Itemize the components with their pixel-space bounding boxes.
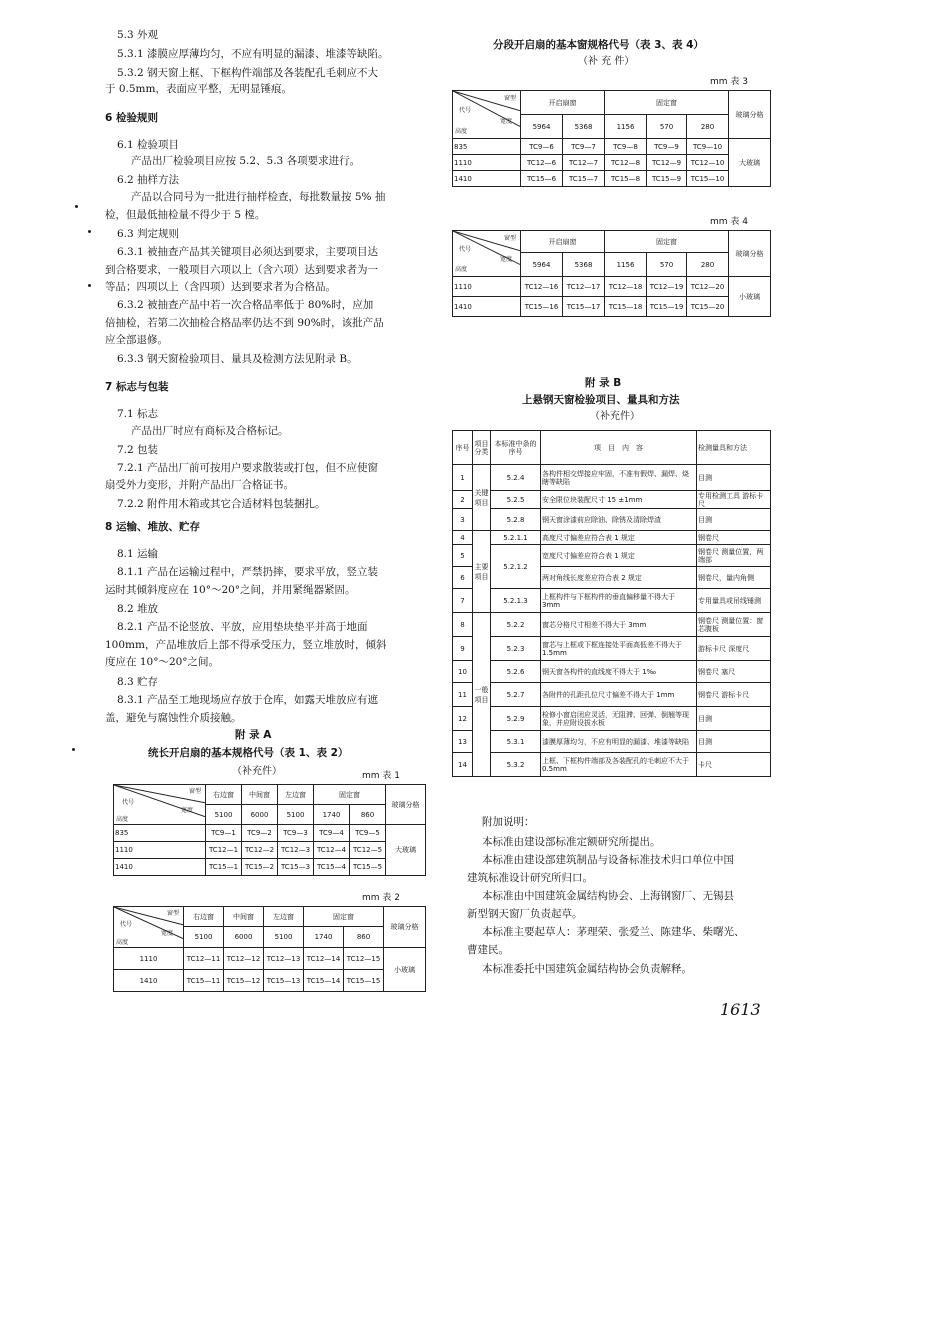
- cell: 10: [453, 661, 473, 683]
- width-cell: 5100: [206, 805, 242, 825]
- cell: 5.2.6: [491, 661, 541, 683]
- scan-speck: [88, 284, 91, 287]
- line: 7.2.1 产品出厂前可按用户要求散装或打包，但不应使窗: [117, 462, 379, 474]
- scan-speck: [75, 205, 78, 208]
- line: 检，但最低抽检量不得少于 5 樘。: [105, 209, 266, 221]
- right-note: （补 充 件）: [578, 56, 635, 67]
- cell: 漆膜厚薄均匀，不应有明显的漏漆、堆漆等缺陷: [541, 731, 697, 753]
- scan-speck: [72, 748, 75, 751]
- width-cell: 570: [647, 115, 687, 139]
- cell: 5.3.1: [491, 731, 541, 753]
- line: 于 0.5mm，表面应平整，无明显锤痕。: [105, 83, 292, 95]
- cell: 钢卷尺: [697, 531, 771, 545]
- diag-label: 代号: [120, 921, 133, 928]
- cell: 钢天窗涂漆前应除油、除锈及清除焊渣: [541, 509, 697, 531]
- width-cell: 860: [344, 927, 384, 948]
- cell: TC12—2: [242, 842, 278, 859]
- line: 扇受外力变形，并附产品出厂合格证书。: [105, 479, 294, 491]
- cell: 安全限位块装配尺寸 15 ±1mm: [541, 491, 697, 509]
- table-row: [453, 297, 771, 317]
- cell: TC15—12: [224, 970, 264, 992]
- cell: 钢卷尺 游标卡尺: [697, 683, 771, 707]
- cell: 1410: [114, 859, 206, 876]
- table-row: [114, 948, 426, 970]
- header-cell: 序号: [453, 431, 473, 465]
- cell: 5.2.1.1: [491, 531, 541, 545]
- cell: 窗芯分格尺寸相差不得大于 3mm: [541, 613, 697, 637]
- header-cell: 右边窗: [206, 785, 242, 805]
- cell: TC12—8: [605, 155, 647, 171]
- cell: 13: [453, 731, 473, 753]
- table-row: [114, 825, 426, 842]
- cell: TC9—3: [278, 825, 314, 842]
- table-row: [453, 637, 771, 661]
- line: 5.3.2 钢天窗上框、下框构件端部及各装配孔毛刺应不大: [117, 67, 379, 79]
- cell: 上框、下框构件端部及各装配孔的毛刺应不大于 0.5mm: [541, 753, 697, 777]
- cell: TC12—17: [563, 277, 605, 297]
- cell: TC15—5: [350, 859, 386, 876]
- line: 等品；四项以上（含四项）达到要求者为合格品。: [105, 281, 336, 293]
- line: 到合格要求，一般项目六项以上（含六项）达到要求者为一: [105, 264, 378, 276]
- width-cell: 5100: [184, 927, 224, 948]
- table2: [113, 906, 426, 992]
- appendix-a-note: （补充件）: [232, 766, 282, 777]
- cell: TC12—5: [350, 842, 386, 859]
- cell: TC12—3: [278, 842, 314, 859]
- cell: TC9—2: [242, 825, 278, 842]
- cell: 835: [453, 139, 521, 155]
- cell: TC15—17: [563, 297, 605, 317]
- cell: TC15—3: [278, 859, 314, 876]
- category-cell: 关键项目: [473, 465, 491, 531]
- line: 5.3 外观: [117, 29, 159, 41]
- cell: 检修小窗启闭应灵活，无阻滞、回弹、倒翘等现象，并应附设拔水板: [541, 707, 697, 731]
- header-cell: 本标准中条的序号: [491, 431, 541, 465]
- cell: TC15—16: [521, 297, 563, 317]
- cell: 目测: [697, 731, 771, 753]
- cell: TC12—11: [184, 948, 224, 970]
- cell: 钢卷尺 测量位置，两端部: [697, 545, 771, 567]
- line: 6.2 抽样方法: [117, 174, 180, 186]
- diag-label: 宽度: [160, 930, 173, 937]
- cell: TC12—9: [647, 155, 687, 171]
- line: 100mm，产品堆放后上部不得承受压力，竖立堆放时，倾斜: [105, 639, 387, 651]
- line: 产品出厂检验项目应按 5.2、5.3 各项要求进行。: [131, 155, 361, 167]
- table-row: [453, 683, 771, 707]
- notes-line: 建筑标准设计研究所归口。: [467, 872, 593, 884]
- line: 6.3 判定规则: [117, 228, 180, 240]
- header-cell: 玻璃分格: [729, 231, 771, 277]
- diag-label: 代号: [459, 107, 472, 114]
- width-cell: 1740: [304, 927, 344, 948]
- line: 5.3.1 漆膜应厚薄均匀，不应有明显的漏漆、堆漆等缺陷。: [117, 48, 389, 60]
- width-cell: 5368: [563, 115, 605, 139]
- line: 盖，避免与腐蚀性介质接触。: [105, 712, 242, 724]
- cell: 5.2.9: [491, 707, 541, 731]
- cell: TC12—6: [521, 155, 563, 171]
- table-row: [453, 707, 771, 731]
- table-row: [453, 491, 771, 509]
- line: 8.2.1 产品不论竖放、平放，应用垫块垫平并高于地面: [117, 621, 368, 633]
- header-cell: 项目分类: [473, 431, 491, 465]
- header-cell: 固定窗: [314, 785, 386, 805]
- appendix-b-table: [452, 430, 771, 777]
- diag-label: 窗型: [166, 910, 179, 917]
- width-cell: 5964: [521, 115, 563, 139]
- table1-unit: mm 表 1: [362, 771, 400, 781]
- cell: TC15—6: [521, 171, 563, 187]
- cell: 各构件相交焊接应牢固，不准有假焊、漏焊、烧瞎等缺陷: [541, 465, 697, 491]
- cell: TC9—7: [563, 139, 605, 155]
- table1: [113, 784, 426, 876]
- notes-line: 本标准主要起草人：茅理荣、张爱兰、陈建华、柴曙光、: [482, 926, 745, 938]
- cell: 1110: [453, 277, 521, 297]
- table-row: [453, 531, 771, 545]
- diag-label: 高度: [455, 128, 468, 135]
- category-cell: 主要项目: [473, 531, 491, 613]
- table4: [452, 230, 771, 317]
- line: 7.1 标志: [117, 408, 159, 420]
- cell: 目测: [697, 707, 771, 731]
- line: 度应在 10°～20°之间。: [105, 656, 220, 668]
- table-row: [453, 589, 771, 613]
- table-row: [453, 731, 771, 753]
- line: 运时其倾斜度应在 10°～20°之间，并用紧绳器紧固。: [105, 584, 356, 596]
- width-cell: 6000: [242, 805, 278, 825]
- notes-line: 本标准由建设部建筑制品与设备标准技术归口单位中国: [482, 854, 734, 866]
- category-cell: 一般项目: [473, 613, 491, 777]
- cell: 1410: [114, 970, 184, 992]
- cell: 1: [453, 465, 473, 491]
- cell: 钢卷尺 测量位置：窗芯腹板: [697, 613, 771, 637]
- header-cell: 中间窗: [224, 907, 264, 927]
- width-cell: 280: [687, 115, 729, 139]
- line: 6.1 检验项目: [117, 139, 180, 151]
- cell: 5.2.5: [491, 491, 541, 509]
- notes-line: 本标准由建设部标准定额研究所提出。: [482, 836, 661, 848]
- diag-label: 宽度: [180, 807, 193, 814]
- appendix-b-subtitle: 上悬钢天窗检验项目、量具和方法: [522, 394, 680, 406]
- scan-speck: [88, 230, 91, 233]
- cell: TC9—10: [687, 139, 729, 155]
- line: 7.2 包装: [117, 444, 159, 456]
- diag-label: 高度: [116, 939, 129, 946]
- header-cell: 右边窗: [184, 907, 224, 927]
- cell: 上框构件与下框构件的垂直偏移量不得大于 3mm: [541, 589, 697, 613]
- line: 倍抽检，若第二次抽检合格品率仍达不到 90%时，该批产品: [105, 317, 384, 329]
- diag-header-cell: [453, 91, 521, 139]
- table-row: [453, 509, 771, 531]
- line: 8.1 运输: [117, 548, 159, 560]
- header-cell: 项 目 内 容: [541, 431, 697, 465]
- width-cell: 280: [687, 253, 729, 277]
- cell: TC12—7: [563, 155, 605, 171]
- appendix-a-title: 附 录 A: [235, 729, 272, 741]
- cell: 5: [453, 545, 473, 567]
- header-cell: 玻璃分格: [386, 785, 426, 825]
- header-cell: 固定窗: [605, 91, 729, 115]
- cell: 窗芯与上框或下框连接处平面高低差不得大于 1.5mm: [541, 637, 697, 661]
- cell: TC15—13: [264, 970, 304, 992]
- width-cell: 1156: [605, 253, 647, 277]
- line: 8.1.1 产品在运输过程中，严禁扔摔，要求平放，竖立装: [117, 566, 379, 578]
- cell: 9: [453, 637, 473, 661]
- cell: TC9—9: [647, 139, 687, 155]
- cell: TC15—14: [304, 970, 344, 992]
- header-cell: 中间窗: [242, 785, 278, 805]
- glass-cell: 小玻璃: [729, 277, 771, 317]
- glass-cell: 大玻璃: [729, 139, 771, 187]
- cell: 5.2.4: [491, 465, 541, 491]
- cell: TC15—20: [687, 297, 729, 317]
- cell: TC9—6: [521, 139, 563, 155]
- page-number: 1613: [720, 1000, 761, 1019]
- cell: TC9—5: [350, 825, 386, 842]
- cell: TC9—4: [314, 825, 350, 842]
- cell: 钢卷尺 塞尺: [697, 661, 771, 683]
- diag-label: 高度: [455, 266, 468, 273]
- cell: TC15—2: [242, 859, 278, 876]
- table-row: [453, 171, 771, 187]
- glass-cell: 大玻璃: [386, 825, 426, 876]
- cell: TC12—19: [647, 277, 687, 297]
- diag-label: 高度: [116, 816, 129, 823]
- cell: TC15—10: [687, 171, 729, 187]
- cell: 钢卷尺，量内角侧: [697, 567, 771, 589]
- cell: TC15—7: [563, 171, 605, 187]
- table-row: [453, 155, 771, 171]
- diag-label: 代号: [459, 246, 472, 253]
- header-cell: 开启扇窗: [521, 231, 605, 253]
- table-row: [453, 139, 771, 155]
- cell: 高度尺寸偏差应符合表 1 规定: [541, 531, 697, 545]
- width-cell: 5964: [521, 253, 563, 277]
- header-cell: 固定窗: [605, 231, 729, 253]
- cell: TC15—11: [184, 970, 224, 992]
- header-cell: 检测量具和方法: [697, 431, 771, 465]
- header-cell: 玻璃分格: [384, 907, 426, 948]
- appendix-a-subtitle: 统长开启扇的基本规格代号（表 1、表 2）: [148, 747, 349, 759]
- cell: 5.2.1.2: [491, 545, 541, 589]
- line: 8.2 堆放: [117, 603, 159, 615]
- cell: TC15—4: [314, 859, 350, 876]
- cell: 2: [453, 491, 473, 509]
- cell: 12: [453, 707, 473, 731]
- width-cell: 5100: [278, 805, 314, 825]
- header-cell: 开启扇窗: [521, 91, 605, 115]
- width-cell: 5368: [563, 253, 605, 277]
- line: 产品以合同号为一批进行抽样检查，每批数量按 5% 抽: [131, 191, 386, 203]
- line: 产品出厂时应有商标及合格标记。: [131, 425, 289, 437]
- cell: 11: [453, 683, 473, 707]
- table-row: [453, 613, 771, 637]
- notes-line: 本标准由中国建筑金属结构协会、上海钢窗厂、无锡县: [482, 890, 734, 902]
- table-row: [114, 842, 426, 859]
- line: 应全部退修。: [105, 334, 168, 346]
- cell: 5.2.7: [491, 683, 541, 707]
- cell: 8: [453, 613, 473, 637]
- header-cell: 左边窗: [264, 907, 304, 927]
- appendix-b-title: 附 录 B: [585, 377, 622, 389]
- cell: 游标卡尺 深度尺: [697, 637, 771, 661]
- cell: 钢天窗各构件的直线度不得大于 1‰: [541, 661, 697, 683]
- cell: 5.2.8: [491, 509, 541, 531]
- cell: TC12—16: [521, 277, 563, 297]
- width-cell: 1156: [605, 115, 647, 139]
- line: 8.3.1 产品至工地现场应存放于仓库，如露天堆放应有遮: [117, 694, 379, 706]
- cell: TC15—1: [206, 859, 242, 876]
- line: 6.3.1 被抽查产品其关键项目必须达到要求，主要项目达: [117, 246, 379, 258]
- cell: 1110: [453, 155, 521, 171]
- cell: TC12—12: [224, 948, 264, 970]
- cell: 835: [114, 825, 206, 842]
- table3-unit: mm 表 3: [710, 77, 748, 87]
- table-row: [114, 859, 426, 876]
- diag-label: 窗型: [503, 235, 516, 242]
- table2-unit: mm 表 2: [362, 893, 400, 903]
- cell: TC15—15: [344, 970, 384, 992]
- cell: 卡尺: [697, 753, 771, 777]
- header-cell: 左边窗: [278, 785, 314, 805]
- width-cell: 860: [350, 805, 386, 825]
- notes-line: 本标准委托中国建筑金属结构协会负责解释。: [482, 963, 692, 975]
- table3: [452, 90, 771, 187]
- cell: 专用检测工具 游标卡尺: [697, 491, 771, 509]
- cell: TC9—8: [605, 139, 647, 155]
- table-row: [453, 465, 771, 491]
- header-cell: 固定窗: [304, 907, 384, 927]
- cell: TC12—14: [304, 948, 344, 970]
- right-title: 分段开启扇的基本窗规格代号（表 3、表 4）: [493, 39, 704, 51]
- cell: 1110: [114, 842, 206, 859]
- cell: TC12—10: [687, 155, 729, 171]
- section-heading: 6 检验规则: [105, 112, 158, 124]
- cell: TC15—9: [647, 171, 687, 187]
- diag-header-cell: [114, 907, 184, 948]
- cell: 7: [453, 589, 473, 613]
- header-cell: 玻璃分格: [729, 91, 771, 139]
- notes-line: 曹建民。: [467, 944, 509, 956]
- cell: TC15—18: [605, 297, 647, 317]
- glass-cell: 小玻璃: [384, 948, 426, 992]
- cell: TC12—13: [264, 948, 304, 970]
- diag-header-cell: [453, 231, 521, 277]
- cell: 4: [453, 531, 473, 545]
- cell: 1110: [114, 948, 184, 970]
- cell: 宽度尺寸偏差应符合表 1 规定: [541, 545, 697, 567]
- cell: TC12—4: [314, 842, 350, 859]
- notes-title: 附加说明：: [482, 816, 535, 828]
- cell: TC12—18: [605, 277, 647, 297]
- cell: TC9—1: [206, 825, 242, 842]
- cell: TC15—8: [605, 171, 647, 187]
- line: 6.3.3 钢天窗检验项目、量具及检测方法见附录 B。: [117, 353, 358, 365]
- cell: 5.2.3: [491, 637, 541, 661]
- table-row: [453, 277, 771, 297]
- cell: 目测: [697, 465, 771, 491]
- cell: 6: [453, 567, 473, 589]
- cell: 5.3.2: [491, 753, 541, 777]
- table4-unit: mm 表 4: [710, 217, 748, 227]
- cell: TC12—20: [687, 277, 729, 297]
- cell: 3: [453, 509, 473, 531]
- width-cell: 1740: [314, 805, 350, 825]
- cell: 专用量具或吊线锤测: [697, 589, 771, 613]
- cell: TC15—19: [647, 297, 687, 317]
- width-cell: 6000: [224, 927, 264, 948]
- width-cell: 570: [647, 253, 687, 277]
- cell: 目测: [697, 509, 771, 531]
- line: 7.2.2 附件用木箱或其它合适材料包装捆扎。: [117, 498, 326, 510]
- notes-line: 新型钢天窗厂负责起草。: [467, 908, 583, 920]
- table-row: [453, 753, 771, 777]
- line: 6.3.2 被抽查产品中若一次合格品率低于 80%时，应加: [117, 299, 374, 311]
- section-heading: 8 运输、堆放、贮存: [105, 521, 200, 533]
- cell: 5.2.2: [491, 613, 541, 637]
- cell: 14: [453, 753, 473, 777]
- cell: TC12—15: [344, 948, 384, 970]
- table-row: [453, 661, 771, 683]
- cell: TC12—1: [206, 842, 242, 859]
- diag-label: 宽度: [499, 256, 512, 263]
- diag-label: 代号: [122, 799, 135, 806]
- cell: 1410: [453, 297, 521, 317]
- diag-header-cell: [114, 785, 206, 825]
- cell: 各附件的孔距孔位尺寸偏差不得大于 1mm: [541, 683, 697, 707]
- diag-label: 窗型: [188, 788, 201, 795]
- table-row: [453, 545, 771, 567]
- table-row: [114, 970, 426, 992]
- cell: 两对角线长度差应符合表 2 规定: [541, 567, 697, 589]
- cell: 1410: [453, 171, 521, 187]
- diag-label: 窗型: [503, 95, 516, 102]
- section-heading: 7 标志与包装: [105, 381, 169, 393]
- line: 8.3 贮存: [117, 676, 159, 688]
- appendix-b-note: （补充件）: [590, 411, 640, 422]
- cell: 5.2.1.3: [491, 589, 541, 613]
- width-cell: 5100: [264, 927, 304, 948]
- diag-label: 宽度: [499, 118, 512, 125]
